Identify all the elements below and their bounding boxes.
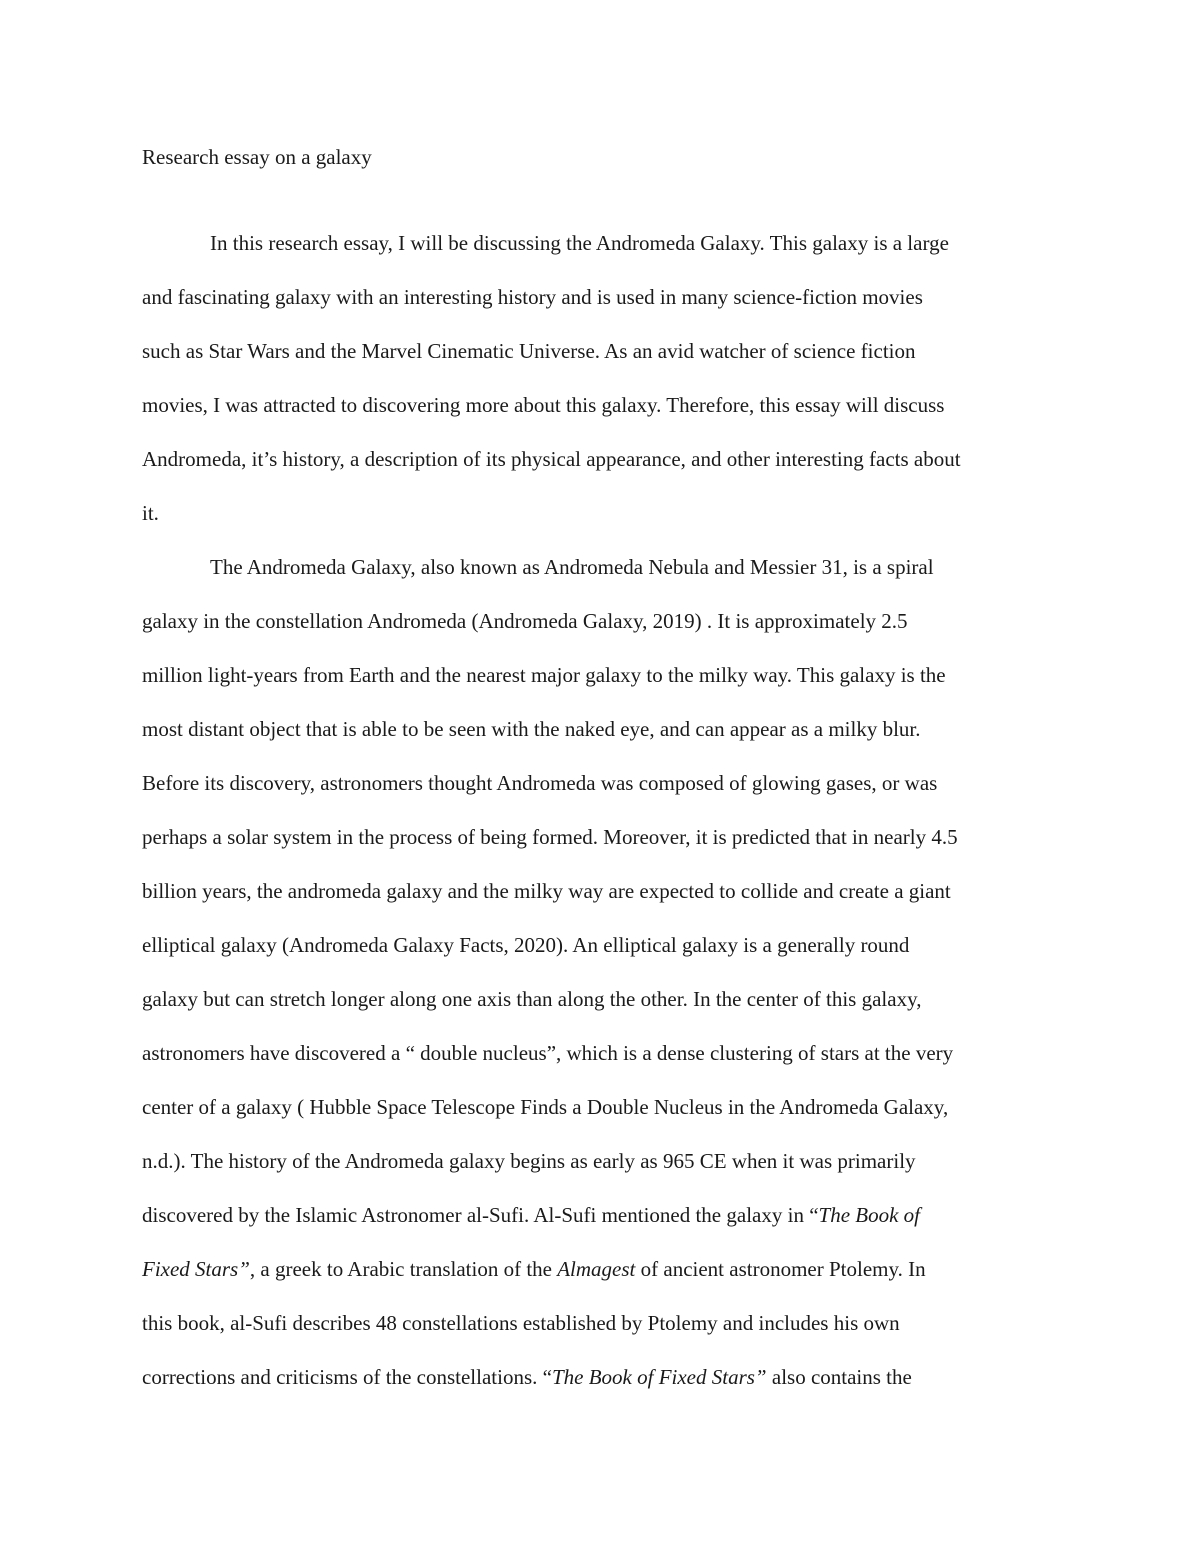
text-line — [142, 931, 909, 959]
text-run: discovered by the Islamic Astronomer al-Sufi. Al-Sufi mentioned the galaxy in “ — [142, 1203, 819, 1227]
text-line — [142, 1201, 920, 1229]
text-run: perhaps a solar system in the process of being formed. Moreover, it is predicted that in nearly 4.5 — [142, 825, 958, 849]
text-line — [142, 499, 159, 527]
text-run: billion years, the andromeda galaxy and the milky way are expected to collide and create a giant — [142, 879, 951, 903]
text-run: it. — [142, 501, 159, 525]
text-line — [142, 283, 923, 311]
text-run: million light-years from Earth and the nearest major galaxy to the milky way. This galaxy is the — [142, 663, 946, 687]
essay-title: Research essay on a galaxy — [142, 145, 372, 169]
text-run: of ancient astronomer Ptolemy. In — [635, 1257, 926, 1281]
text-line — [142, 769, 937, 797]
italic-text: The Book of Fixed Stars” — [551, 1365, 767, 1389]
text-run: galaxy but can stretch longer along one axis than along the other. In the center of this galaxy, — [142, 987, 922, 1011]
text-run: corrections and criticisms of the constellations. “ — [142, 1365, 552, 1389]
italic-text: Almagest — [557, 1257, 636, 1281]
text-run: most distant object that is able to be seen with the naked eye, and can appear as a milky blur. — [142, 717, 921, 741]
italic-text: Fixed Stars” — [142, 1257, 250, 1281]
text-line — [142, 823, 958, 851]
text-line — [210, 229, 949, 257]
text-line — [142, 1147, 916, 1175]
text-run: elliptical galaxy (Andromeda Galaxy Facts, 2020). An elliptical galaxy is a generally round — [142, 933, 910, 957]
text-run: Andromeda, it’s history, a description of its physical appearance, and other interesting facts about — [142, 447, 961, 471]
text-line — [142, 1363, 912, 1391]
text-line — [142, 337, 916, 365]
text-run: , a greek to Arabic translation of the — [249, 1257, 558, 1281]
text-line — [142, 391, 944, 419]
text-line — [142, 985, 921, 1013]
text-line — [142, 607, 908, 635]
text-run: In this research essay, I will be discussing the Andromeda Galaxy. This galaxy is a large — [210, 231, 949, 255]
text-run: and fascinating galaxy with an interesting history and is used in many science-fiction movies — [142, 285, 923, 309]
text-run: movies, I was attracted to discovering more about this galaxy. Therefore, this essay will discuss — [142, 393, 945, 417]
text-line — [142, 661, 946, 689]
text-run: galaxy in the constellation Andromeda (Andromeda Galaxy, 2019) . It is approximately 2.5 — [142, 609, 908, 633]
italic-text: The Book of — [818, 1203, 920, 1227]
text-line — [142, 445, 961, 473]
text-run: this book, al-Sufi describes 48 constellations established by Ptolemy and includes his own — [142, 1311, 900, 1335]
text-run: n.d.). The history of the Andromeda galaxy begins as early as 965 CE when it was primarily — [142, 1149, 916, 1173]
text-run: also contains the — [766, 1365, 912, 1389]
text-run: Before its discovery, astronomers thought Andromeda was composed of glowing gases, or was — [142, 771, 938, 795]
text-line — [142, 1255, 926, 1283]
text-run: such as Star Wars and the Marvel Cinematic Universe. As an avid watcher of science fiction — [142, 339, 916, 363]
text-run: The Andromeda Galaxy, also known as Andromeda Nebula and Messier 31, is a spiral — [210, 555, 934, 579]
text-run: center of a galaxy ( Hubble Space Telescope Finds a Double Nucleus in the Andromeda Galaxy, — [142, 1095, 949, 1119]
text-line — [142, 1309, 900, 1337]
text-line — [142, 715, 921, 743]
text-line — [142, 1039, 953, 1067]
text-line — [210, 553, 934, 581]
text-line — [142, 877, 951, 905]
text-run: astronomers have discovered a “ double nucleus”, which is a dense clustering of stars at the very — [142, 1041, 954, 1065]
text-line — [142, 1093, 948, 1121]
